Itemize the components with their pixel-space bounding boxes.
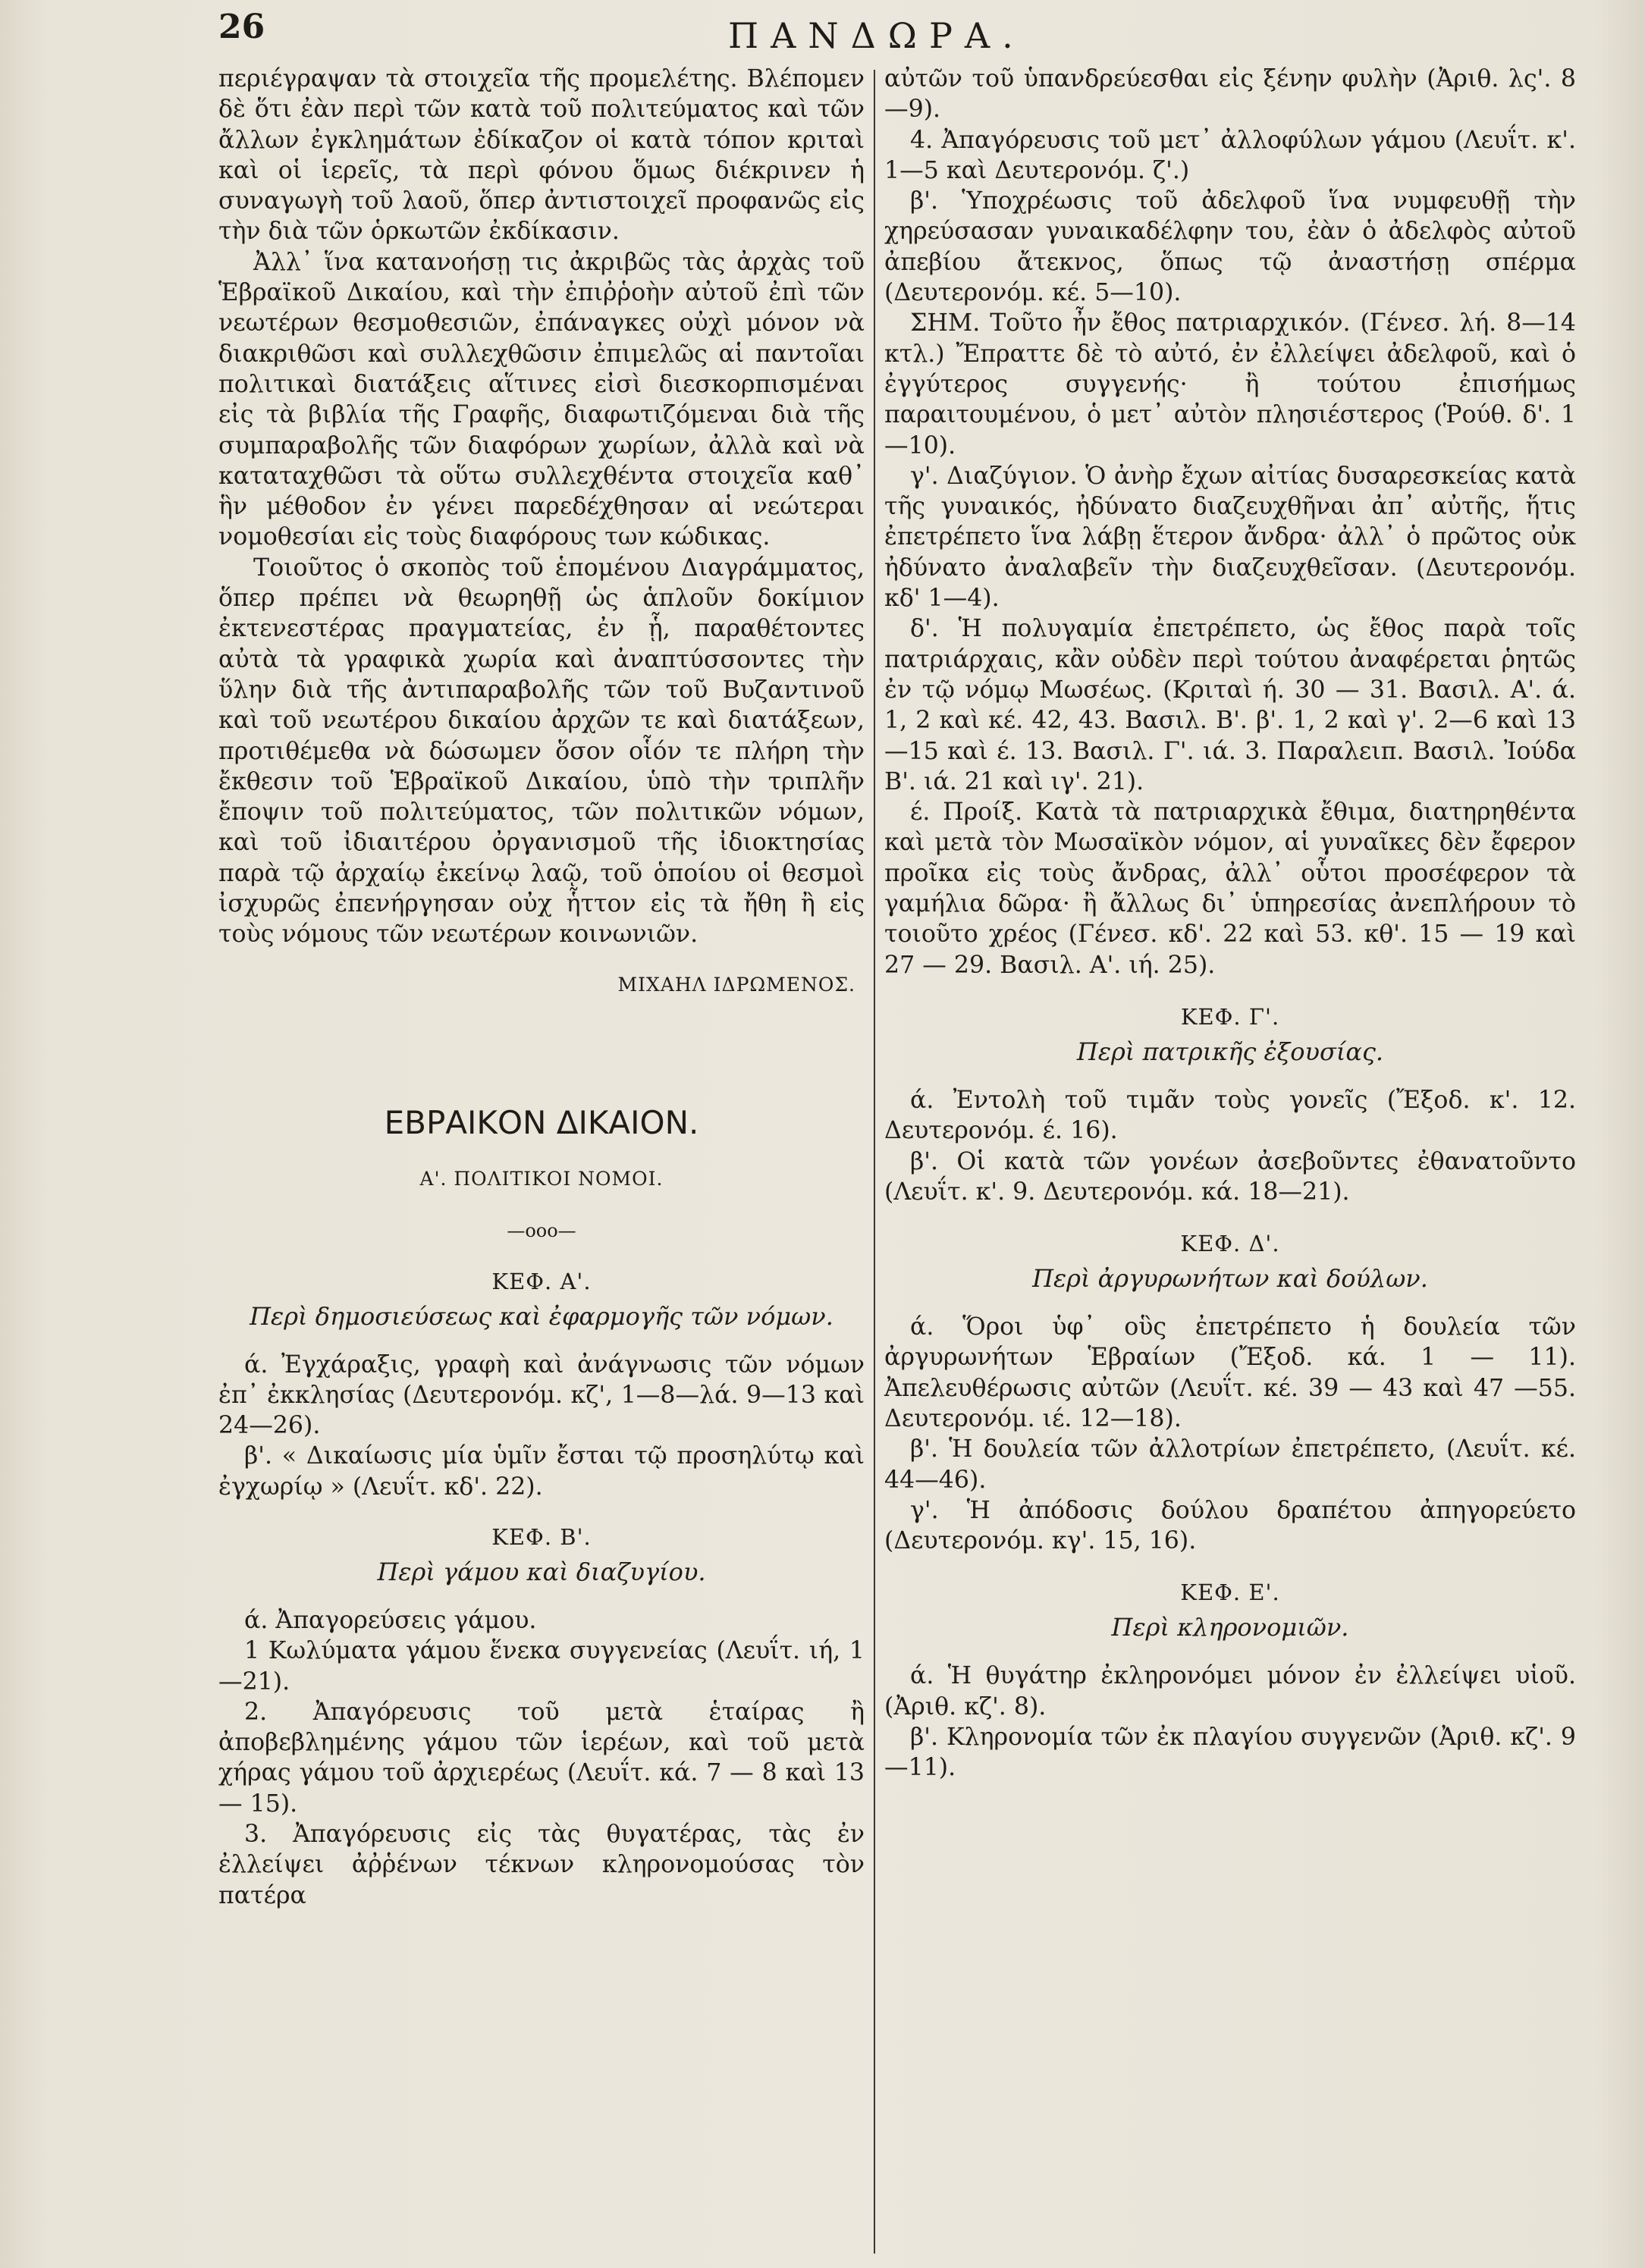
note-paragraph: ΣΗΜ. Τοῦτο ἦν ἔθος πατριαρχικόν. (Γένεσ. λή. 8—14 κτλ.) Ἔπραττε δὲ τὸ αὐτό, ἐν ἐλλείψει ἀδελφοῦ, καὶ ὁ ἐγγύτερος συγγενής· ἢ τούτου ἐπισήμως παραιτουμένου, ὁ μετ᾽ αὐτὸν πλησιέστερος (Ῥούθ. δ'. 1—10).	[884, 309, 1576, 460]
law-item: ά. Ἐγχάραξις, γραφὴ καὶ ἀνάγνωσις τῶν νόμων ἐπ᾽ ἐκκλησίας (Δευτερονόμ. κζ', 1—8—λά. 9—13 καὶ 24—26).	[218, 1350, 865, 1440]
law-item: 2. Ἀπαγόρευσις τοῦ μετὰ ἑταίρας ἢ ἀποβεβλημένης γάμου τῶν ἱερέων, καὶ τοῦ μετὰ χήρας γάμου τοῦ ἀρχιερέως (Λευΐτ. κά. 7 — 8 καὶ 13 — 15).	[218, 1698, 865, 1818]
page-number: 26	[218, 8, 265, 46]
author-signature: ΜΙΧΑΗΛ ΙΔΡΩΜΕΝΟΣ.	[617, 973, 855, 996]
page-header	[0, 5, 1645, 65]
law-item: γ'. Διαζύγιον. Ὁ ἀνὴρ ἔχων αἰτίας δυσαρεσκείας κατὰ τῆς γυναικός, ἠδύνατο διαζευχθῆναι ἀπ᾽ αὐτῆς, ἥτις ἐπετρέπετο ἵνα λάβῃ ἕτερον ἄνδρα· ἀλλ᾽ ὁ πρῶτος οὐκ ἠδύνατο ἀναλαβεῖν τὴν διαζευχθεῖσαν. (Δευτερονόμ. κδ' 1—4).	[884, 462, 1576, 613]
law-item: 1 Κωλύματα γάμου ἕνεκα συγγενείας (Λευΐτ. ιή, 1—21).	[218, 1637, 865, 1696]
chapter-subtitle: Περὶ πατρικῆς ἐξουσίας.	[1076, 1037, 1384, 1066]
law-item: δ'. Ἡ πολυγαμία ἐπετρέπετο, ὡς ἔθος παρὰ τοῖς πατριάρχαις, κἂν οὐδὲν περὶ τούτου ἀναφέρεται ῥητῶς ἐν τῷ νόμῳ Μωσέως. (Κριταὶ ή. 30 — 31. Βασιλ. Α'. ά. 1, 2 καὶ κέ. 42, 43. Βασιλ. Β'. β'. 1, 2 καὶ γ'. 2—6 καὶ 13—15 καὶ έ. 13. Βασιλ. Γ'. ιά. 3. Παραλειπ. Βασιλ. Ἰούδα Β'. ιά. 21 καὶ ιγ'. 21).	[884, 615, 1576, 795]
law-item: ά. Ἐντολὴ τοῦ τιμᾶν τοὺς γονεῖς (Ἔξοδ. κ'. 12. Δευτερονόμ. έ. 16).	[884, 1086, 1576, 1145]
paragraph: αὐτῶν τοῦ ὑπανδρεύεσθαι εἰς ξένην φυλὴν (Ἀριθ. λς'. 8—9).	[884, 65, 1576, 124]
article-title: ΕΒΡΑΙΚΟΝ ΔΙΚΑΙΟΝ.	[384, 1103, 699, 1141]
law-item: ά. Ἡ θυγάτηρ ἐκληρονόμει μόνον ἐν ἐλλείψει υἱοῦ. (Ἀριθ. κζ'. 8).	[884, 1662, 1576, 1721]
chapter-heading: ΚΕΦ. Γ'.	[1180, 1003, 1280, 1030]
paragraph: Τοιοῦτος ὁ σκοπὸς τοῦ ἑπομένου Διαγράμματος, ὅπερ πρέπει νὰ θεωρηθῇ ὡς ἁπλοῦν δοκίμιον ἐκτενεστέρας πραγματείας, ἐν ᾗ, παραθέτοντες αὐτὰ τὰ γραφικὰ χωρία καὶ ἀναπτύσσοντες τὴν ὕλην διὰ τῆς ἀντιπαραβολῆς τῶν τοῦ Βυζαντινοῦ καὶ τοῦ νεωτέρου δικαίου ἀρχῶν τε καὶ διατάξεων, προτιθέμεθα νὰ δώσωμεν ὅσον οἷόν τε πλήρη τὴν ἔκθεσιν τοῦ Ἑβραϊκοῦ Δικαίου, ὑπὸ τὴν τριπλῆν ἔποψιν τοῦ πολιτεύματος, τῶν πολιτικῶν νόμων, καὶ τοῦ ἰδιαιτέρου ὀργανισμοῦ τῆς ἰδιοκτησίας παρὰ τῷ ἀρχαίῳ ἐκείνῳ λαῷ, τοῦ ὁποίου οἱ θεσμοὶ ἰσχυρῶς ἐπενήργησαν οὐχ ἧττον εἰς τὰ ἤθη ἢ εἰς τοὺς νόμους τῶν νεωτέρων κοινωνιῶν.	[218, 554, 865, 949]
chapter-subtitle: Περὶ κληρονομιῶν.	[1111, 1613, 1349, 1642]
chapter-subtitle: Περὶ ἀργυρωνήτων καὶ δούλων.	[1032, 1264, 1428, 1294]
paragraph: περιέγραψαν τὰ στοιχεῖα τῆς προμελέτης. Βλέπομεν δὲ ὅτι ἐὰν περὶ τῶν κατὰ τοῦ πολιτεύματος καὶ τῶν ἄλλων ἐγκλημάτων ἐδίκαζον οἱ κατὰ τόπον κριταὶ καὶ οἱ ἱερεῖς, τὰ περὶ φόνου ὅμως διέκρινεν ἡ συναγωγὴ τοῦ λαοῦ, ὅπερ ἀντιστοιχεῖ προφανῶς εἰς τὴν διὰ τῶν ὁρκωτῶν ἐκδίκασιν.	[218, 65, 865, 246]
law-item: β'. Ὑποχρέωσις τοῦ ἀδελφοῦ ἵνα νυμφευθῇ τὴν χηρεύσασαν γυναικαδέλφην του, ἐὰν ὁ ἀδελφὸς αὐτοῦ ἀπεβίου ἄτεκνος, ὅπως τῷ ἀναστήσῃ σπέρμα (Δευτερονόμ. κέ. 5—10).	[884, 187, 1576, 307]
law-item: β'. Κληρονομία τῶν ἐκ πλαγίου συγγενῶν (Ἀριθ. κζ'. 9—11).	[884, 1724, 1576, 1782]
law-item: ά. Ὅροι ὑφ᾽ οὓς ἐπετρέπετο ἡ δουλεία τῶν ἀργυρωνήτων Ἑβραίων (Ἔξοδ. κά. 1 — 11). Ἀπελευθέρωσις αὐτῶν (Λευΐτ. κέ. 39 — 43 καὶ 47 —55. Δευτερονόμ. ιέ. 12—18).	[884, 1313, 1576, 1432]
chapter-subtitle: Περὶ γάμου καὶ διαζυγίου.	[377, 1557, 706, 1586]
article-subtitle: Α'. ΠΟΛΙΤΙΚΟΙ ΝΟΜΟΙ.	[419, 1167, 664, 1190]
law-item: β'. Οἱ κατὰ τῶν γονέων ἀσεβοῦντες ἐθανατοῦντο (Λευΐτ. κ'. 9. Δευτερονόμ. κά. 18—21).	[884, 1147, 1576, 1206]
paragraph: Ἀλλ᾽ ἵνα κατανοήσῃ τις ἀκριβῶς τὰς ἀρχὰς τοῦ Ἑβραϊκοῦ Δικαίου, καὶ τὴν ἐπιῤῥοὴν αὐτοῦ ἐπὶ τῶν νεωτέρων θεσμοθεσιῶν, ἐπάναγκες οὐχὶ μόνον νὰ διακριθῶσι καὶ συλλεχθῶσιν ἐπιμελῶς αἱ παντοῖαι πολιτικαὶ διατάξεις αἵτινες εἰσὶ διεσκορπισμέναι εἰς τὰ βιβλία τῆς Γραφῆς, διαφωτιζόμεναι διὰ τῆς συμπαραβολῆς τῶν διαφόρων χωρίων, ἀλλὰ καὶ νὰ καταταχθῶσι τὰ οὕτω συλλεχθέντα στοιχεῖα καθ᾽ ἣν μέθοδον ἐν γένει παρεδέχθησαν αἱ νεώτεραι νομοθεσίαι εἰς τοὺς διαφόρους των κώδικας.	[218, 248, 865, 551]
law-item: έ. Προίξ. Κατὰ τὰ πατριαρχικὰ ἔθιμα, διατηρηθέντα καὶ μετὰ τὸν Μωσαϊκὸν νόμον, αἱ γυναῖκες δὲν ἔφερον προῖκα εἰς τοὺς ἄνδρας, ἀλλ᾽ οὗτοι προσέφερον τὰ γαμήλια δῶρα· ἢ ἄλλως δι᾽ ὑπηρεσίας ἀνεπλήρουν τὸ τοιοῦτο χρέος (Γένεσ. κδ'. 22 καὶ 53. κθ'. 15 — 19 καὶ 27 — 29. Βασιλ. Α'. ιή. 25).	[884, 798, 1576, 979]
law-item: β'. Ἡ δουλεία τῶν ἀλλοτρίων ἐπετρέπετο, (Λευΐτ. κέ. 44—46).	[884, 1435, 1576, 1494]
right-column	[884, 64, 1576, 1783]
section-separator: —ooo—	[507, 1220, 576, 1242]
chapter-heading: ΚΕΦ. Β'.	[491, 1523, 592, 1550]
chapter-subtitle: Περὶ δημοσιεύσεως καὶ ἐφαρμογῆς τῶν νόμων.	[250, 1301, 833, 1331]
law-item: γ'. Ἡ ἀπόδοσις δούλου δραπέτου ἀπηγορεύετο (Δευτερονόμ. κγ'. 15, 16).	[884, 1496, 1576, 1555]
column-divider	[874, 70, 875, 2254]
law-item: 4. Ἀπαγόρευσις τοῦ μετ᾽ ἀλλοφύλων γάμου (Λευΐτ. κ'. 1—5 καὶ Δευτερονόμ. ζ'.)	[884, 126, 1576, 184]
left-column	[218, 64, 865, 1911]
chapter-heading: ΚΕΦ. Α'.	[491, 1268, 592, 1294]
chapter-heading: ΚΕΦ. Δ'.	[1180, 1231, 1280, 1257]
law-item: ά. Ἀπαγορεύσεις γάμου.	[244, 1606, 537, 1634]
law-item: 3. Ἀπαγόρευσις εἰς τὰς θυγατέρας, τὰς ἐν ἐλλείψει ἀῤῥένων τέκνων κληρονομούσας τὸν πατέρα	[218, 1821, 865, 1909]
running-title: ΠΑΝΔΩΡΑ.	[728, 15, 1025, 56]
law-item: β'. « Δικαίωσις μία ὑμῖν ἔσται τῷ προσηλύτῳ καὶ ἐγχωρίῳ » (Λευΐτ. κδ'. 22).	[218, 1442, 865, 1501]
chapter-heading: ΚΕΦ. Ε'.	[1180, 1579, 1280, 1606]
